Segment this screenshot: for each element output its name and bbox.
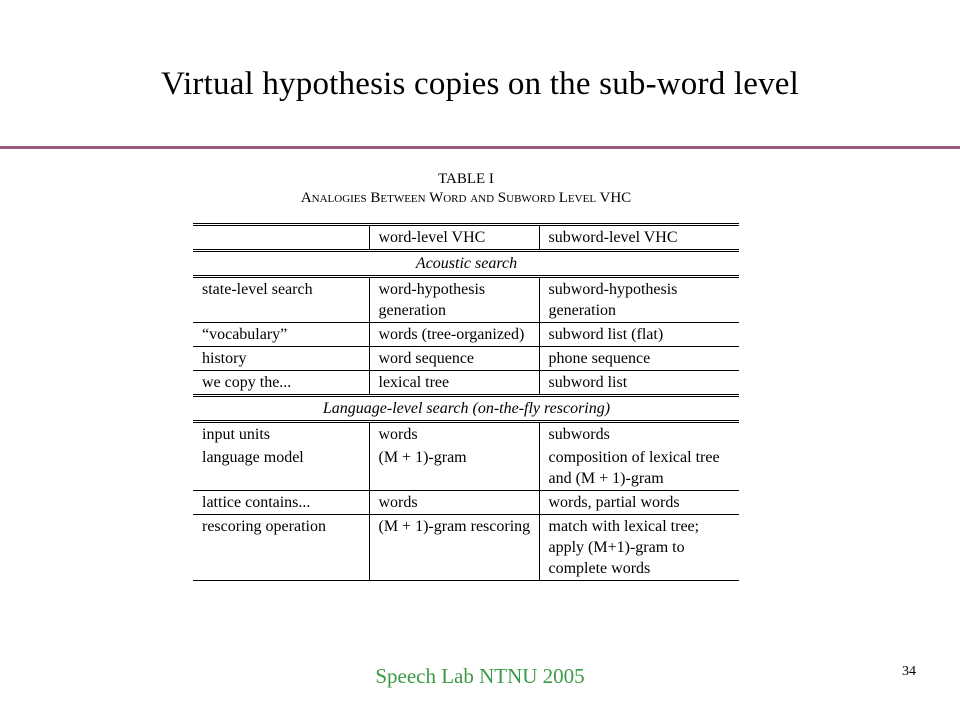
table-cell: language model [193,446,369,491]
table-cell: subwords [539,422,739,447]
section-title-acoustic: Acoustic search [193,251,739,277]
footer-text: Speech Lab NTNU 2005 [375,664,585,688]
table-cell: we copy the... [193,371,369,396]
header-cell [193,225,369,251]
table-cell: word-hypothesis generation [369,277,539,323]
table-row [193,323,739,347]
section-title-language: Language-level search (on-the-fly rescoring) [193,396,739,422]
table-row [193,371,739,396]
table-number: TABLE I [438,171,494,187]
table-cell: (M + 1)-gram rescoring [369,515,539,581]
table-header-row [193,225,739,251]
table-cell: words [369,422,539,447]
table-row [193,515,739,581]
header-cell: subword-level VHC [539,225,739,251]
table-cell: words [369,491,539,515]
table-cell: lexical tree [369,371,539,396]
table-cell: lattice contains... [193,491,369,515]
header-cell: word-level VHC [369,225,539,251]
table-cell: word sequence [369,347,539,371]
table-cell: subword-hypothesis generation [539,277,739,323]
table-cell: words (tree-organized) [369,323,539,347]
table-cell: rescoring operation [193,515,369,581]
analogy-table [193,223,739,581]
table-cell: phone sequence [539,347,739,371]
table-cell: input units [193,422,369,447]
section-heading-row [193,251,739,277]
table-row [193,491,739,515]
table-cell: subword list (flat) [539,323,739,347]
table-cell: composition of lexical tree and (M + 1)-gram [539,446,739,491]
section-heading-row [193,396,739,422]
title-divider [0,146,960,149]
table-cell: “vocabulary” [193,323,369,347]
table-cell: (M + 1)-gram [369,446,539,491]
page-number: 34 [902,664,916,679]
table-row [193,277,739,323]
table-cell: subword list [539,371,739,396]
table-row [193,347,739,371]
table-cell: state-level search [193,277,369,323]
table-cell: words, partial words [539,491,739,515]
table-caption [193,170,739,208]
slide-title: Virtual hypothesis copies on the sub-word level [161,66,799,102]
table-cell: history [193,347,369,371]
table-cell: match with lexical tree; apply (M+1)-gram to complete words [539,515,739,581]
table-subtitle: Analogies Between Word and Subword Level VHC [300,190,632,206]
table-row [193,446,739,491]
table-row [193,422,739,447]
